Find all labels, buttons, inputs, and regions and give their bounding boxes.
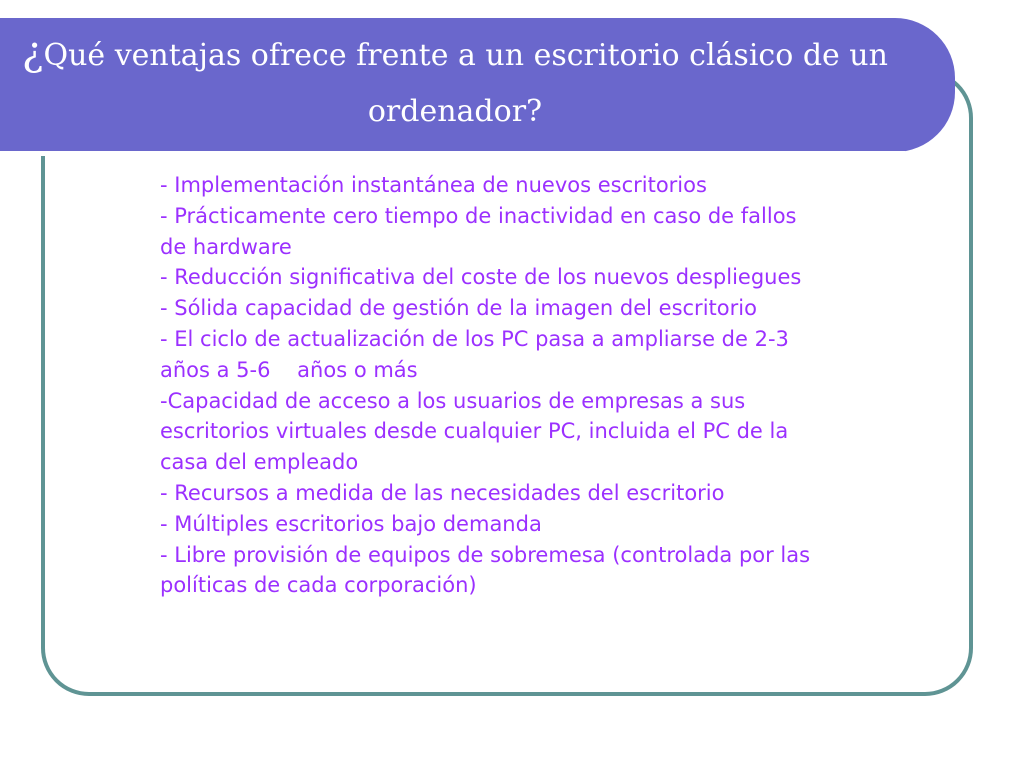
list-item: - Implementación instantánea de nuevos escritorios (160, 173, 707, 197)
list-item: - Libre provisión de equipos de sobremesa (controlada por las políticas de cada corporación) (160, 542, 817, 598)
list-item: - Recursos a medida de las necesidades del escritorio (160, 480, 725, 505)
list-item: -Capacidad de acceso a los usuarios de empresas a sus escritorios virtuales desde cualquier PC, incluida el PC de la casa del empleado (160, 388, 795, 475)
list-item: - Prácticamente cero tiempo de inactividad en caso de fallos de hardware (160, 203, 804, 259)
slide-title (20, 24, 890, 140)
list-item: - Reducción significativa del coste de los nuevos despliegues (160, 265, 802, 290)
advantages-list (160, 170, 820, 601)
title-underline (0, 151, 905, 156)
slide-title-text: Qué ventajas ofrece frente a un escritorio clásico de un ordenador? (43, 38, 888, 129)
list-item: - Sólida capacidad de gestión de la imagen del escritorio (160, 296, 757, 321)
list-item: - Múltiples escritorios bajo demanda (160, 511, 542, 536)
title-question-mark: ¿ (22, 29, 44, 75)
list-item: - El ciclo de actualización de los PC pasa a ampliarse de 2-3 años a 5-6 años o más (160, 326, 796, 382)
